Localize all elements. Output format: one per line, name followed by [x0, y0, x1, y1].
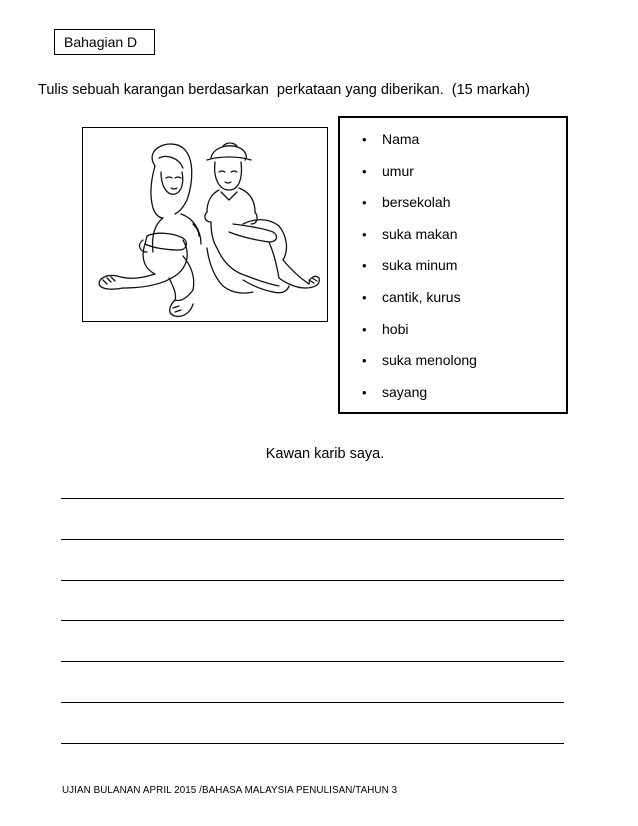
- keyword-list: [362, 124, 477, 408]
- bullet-icon: •: [362, 353, 367, 369]
- section-label-box: [54, 29, 155, 55]
- essay-title: Kawan karib saya.: [265, 446, 385, 462]
- bullet-icon: •: [362, 289, 367, 305]
- keyword-text: hobi: [382, 320, 409, 337]
- writing-line[interactable]: [61, 743, 564, 744]
- writing-line[interactable]: [61, 539, 564, 540]
- keyword-text: suka minum: [382, 257, 458, 274]
- bullet-icon: •: [362, 321, 367, 337]
- boy-figure: [205, 143, 319, 293]
- keyword-text: bersekolah: [382, 194, 451, 211]
- keyword-item: [362, 250, 477, 282]
- keyword-text: Nama: [382, 131, 420, 147]
- writing-line[interactable]: [61, 661, 564, 662]
- keyword-text: suka menolong: [382, 352, 477, 369]
- children-illustration-icon: [83, 128, 329, 323]
- writing-line[interactable]: [61, 498, 564, 499]
- bullet-icon: •: [362, 258, 367, 274]
- keyword-item: [362, 345, 477, 377]
- bullet-icon: •: [362, 163, 367, 179]
- section-label: Bahagian D: [64, 34, 138, 50]
- writing-line[interactable]: [61, 580, 564, 581]
- keyword-item: [362, 156, 477, 188]
- girl-figure: [99, 144, 201, 316]
- writing-line[interactable]: [61, 620, 564, 621]
- keyword-item: [362, 314, 477, 346]
- keyword-item: [362, 124, 477, 156]
- keywords-box: [338, 116, 568, 414]
- picture-frame: [82, 127, 328, 322]
- keyword-text: suka makan: [382, 225, 458, 242]
- keyword-text: cantik, kurus: [382, 288, 461, 305]
- bullet-icon: •: [362, 132, 367, 147]
- keyword-text: sayang: [382, 383, 428, 400]
- keyword-item: [362, 282, 477, 314]
- bullet-icon: •: [362, 226, 367, 242]
- writing-line[interactable]: [61, 702, 564, 703]
- bullet-icon: •: [362, 195, 367, 211]
- footer-text: UJIAN BULANAN APRIL 2015 /BAHASA MALAYSIA PENULISAN/TAHUN 3: [62, 785, 398, 796]
- bullet-icon: •: [362, 384, 367, 400]
- essay-title-row: [0, 446, 638, 462]
- keyword-item: [362, 377, 477, 409]
- keyword-text: umur: [382, 162, 414, 179]
- keyword-item: [362, 219, 477, 251]
- keyword-item: [362, 187, 477, 219]
- instruction-text: Tulis sebuah karangan berdasarkan perkataan yang diberikan. (15 markah): [38, 82, 530, 98]
